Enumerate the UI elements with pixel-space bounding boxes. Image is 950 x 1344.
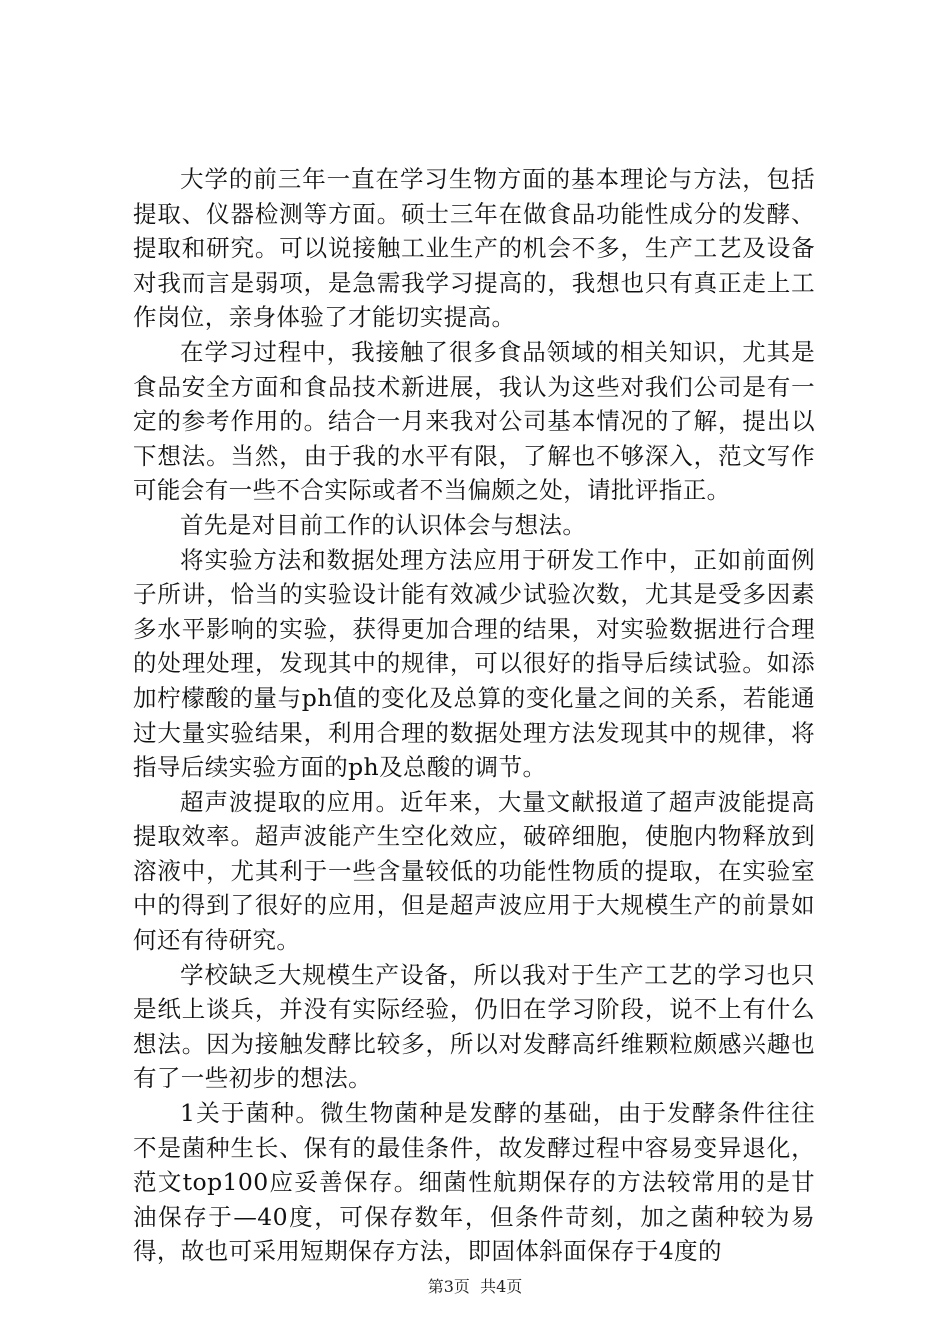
paragraph-2: 在学习过程中，我接触了很多食品领域的相关知识，尤其是食品安全方面和食品技术新进展，我认为这些对我们公司是有一定的参考作用的。结合一月来我对公司基本情况的了解，提出以下想法。当然，由于我的水平有限，了解也不够深入，范文写作可能会有一些不合实际或者不当偏颇之处，请批评指正。 xyxy=(133,337,815,505)
paragraph-1: 大学的前三年一直在学习生物方面的基本理论与方法，包括提取、仪器检测等方面。硕士三年在做食品功能性成分的发酵、提取和研究。可以说接触工业生产的机会不多，生产工艺及设备对我而言是弱项，是急需我学习提高的，我想也只有真正走上工作岗位，亲身体验了才能切实提高。 xyxy=(133,165,815,332)
page-footer xyxy=(0,1276,950,1298)
paragraph-6: 学校缺乏大规模生产设备，所以我对于生产工艺的学习也只是纸上谈兵，并没有实际经验，仍旧在学习阶段，说不上有什么想法。因为接触发酵比较多，所以对发酵高纤维颗粒颇感兴趣也有了一些初步的想法。 xyxy=(133,960,815,1093)
paragraph-5: 超声波提取的应用。近年来，大量文献报道了超声波能提高提取效率。超声波能产生空化效应，破碎细胞，使胞内物释放到溶液中，尤其利于一些含量较低的功能性物质的提取，在实验室中的得到了很好的应用，但是超声波应用于大规模生产的前景如何还有待研究。 xyxy=(133,787,815,955)
paragraph-7: 1关于菌种。微生物菌种是发酵的基础，由于发酵条件往往不是菌种生长、保有的最佳条件，故发酵过程中容易变异退化，范文top100应妥善保存。细菌性航期保存的方法较常用的是甘油保存于—40度，可保存数年，但条件苛刻，加之菌种较为易得，故也可采用短期保存方法，即固体斜面保存于4度的 xyxy=(133,1099,815,1266)
document-body xyxy=(133,162,815,1269)
page-number-label: 第3页 共4页 xyxy=(427,1277,523,1296)
paragraph-4: 将实验方法和数据处理方法应用于研发工作中，正如前面例子所讲，恰当的实验设计能有效减少试验次数，尤其是受多因素多水平影响的实验，获得更加合理的结果，对实验数据进行合理的处理处理，发现其中的规律，可以很好的指导后续试验。如添加柠檬酸的量与ph值的变化及总算的变化量之间的关系，若能通过大量实验结果，利用合理的数据处理方法发现其中的规律，将指导后续实验方面的ph及总酸的调节。 xyxy=(133,545,815,782)
paragraph-3: 首先是对目前工作的认识体会与想法。 xyxy=(180,510,587,539)
